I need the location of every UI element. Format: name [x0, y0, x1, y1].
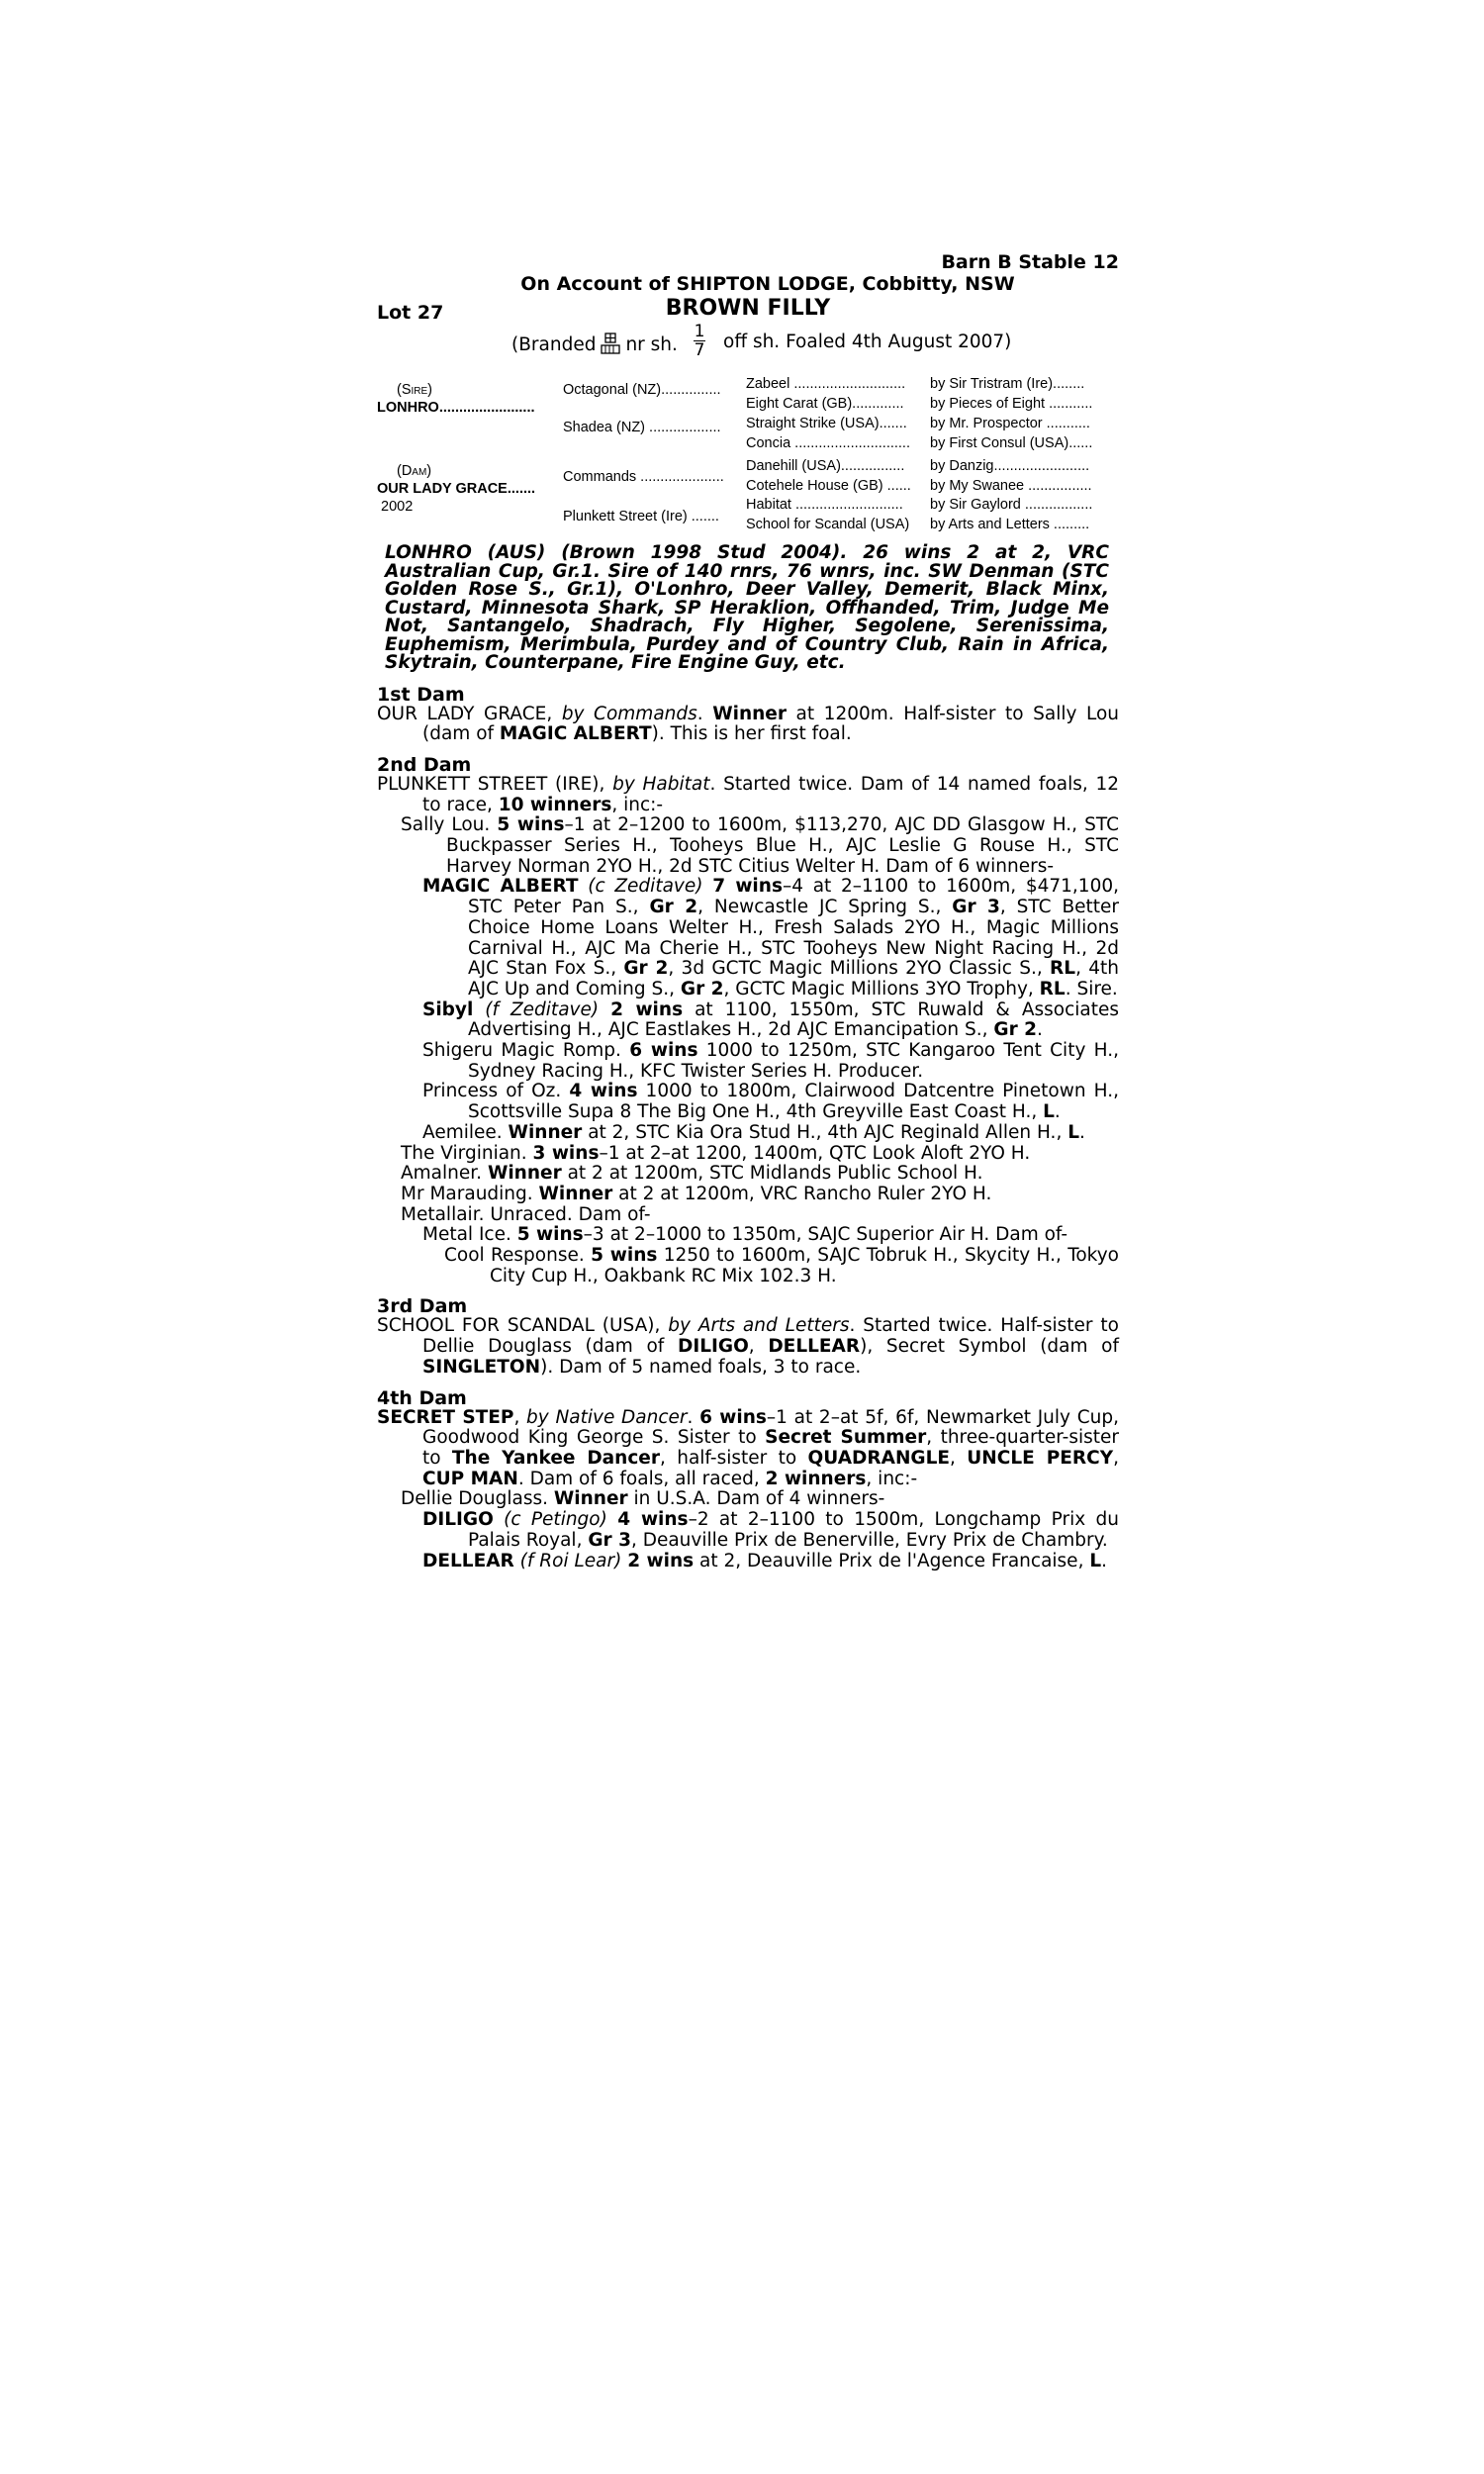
barn-stable: Barn B Stable 12: [941, 251, 1119, 273]
sire-name: LONHRO........................: [377, 400, 535, 416]
ped-g2: Commands .....................: [563, 469, 724, 485]
lot-row: [377, 296, 1119, 325]
ped-g4: by Arts and Letters .........: [930, 517, 1090, 532]
foaled-text: off sh. Foaled 4th August 2007): [723, 332, 1012, 352]
ped-g3: Straight Strike (USA).......: [746, 416, 907, 431]
progeny-entry: Mr Marauding. Winner at 2 at 1200m, VRC Rancho Ruler 2YO H.: [401, 1183, 992, 1204]
lot-title: BROWN FILLY: [665, 296, 831, 321]
ped-g3: Habitat ...........................: [746, 497, 903, 513]
progeny-entry: Cool Response. 5 wins 1250 to 1600m, SAJC Tobruk H., Skycity H., Tokyo City Cup H., Oakbank RC Mix 102.3 H.: [444, 1245, 1119, 1286]
dam-name: OUR LADY GRACE.......: [377, 481, 536, 497]
progeny-entry: MAGIC ALBERT (c Zeditave) 7 wins–4 at 2–1100 to 1600m, $471,100, STC Peter Pan S., Gr 2, Newcastle JC Spring S., Gr 3, STC Better Choice Home Loans Welter H., Fresh Salads 2YO H., Magic Millions Carnival H., AJC Ma Cherie H., STC Tooheys New Night Racing H., 2d AJC Stan Fox S., Gr 2, 3d GCTC Magic Millions 2YO Classic S., RL, 4th AJC Up and Coming S., Gr 2, GCTC Magic Millions 3YO Trophy, RL. Sire.: [422, 876, 1120, 999]
ped-g3: Danehill (USA)................: [746, 458, 905, 474]
brand-fraction: 1 7: [694, 322, 705, 360]
pedigree-table: [377, 364, 1119, 530]
progeny-entry: DILIGO (c Petingo) 4 wins–2 at 2–1100 to 1500m, Longchamp Prix du Palais Royal, Gr 3, Deauville Prix de Benerville, Evry Prix de Chambry.: [422, 1509, 1119, 1551]
dam-entry: PLUNKETT STREET (IRE), by Habitat. Started twice. Dam of 14 named foals, 12 to race, 10 winners, inc:-: [377, 773, 1119, 815]
catalogue-page: [377, 251, 1119, 1571]
ped-g4: by My Swanee ................: [930, 478, 1092, 494]
ped-g2: Octagonal (NZ)...............: [563, 382, 721, 398]
ped-g4: by Danzig........................: [930, 458, 1090, 474]
sire-label: (Sire): [397, 382, 432, 398]
progeny-entry: Sally Lou. 5 wins–1 at 2–1200 to 1600m, $113,270, AJC DD Glasgow H., STC Buckpasser Series H., Tooheys Blue H., AJC Leslie G Rouse H., STC Harvey Norman 2YO H., 2d STC Citius Welter H. Dam of 6 winners-: [401, 814, 1119, 877]
ped-g3: Concia .............................: [746, 435, 910, 451]
sire-summary: LONHRO (AUS) (Brown 1998 Stud 2004). 26 wins 2 at 2, VRC Australian Cup, Gr.1. Sire of 140 rnrs, 76 wnrs, inc. SW Denman (STC Golden Rose S., Gr.1), O'Lonhro, Deer Valley, Demerit, Black Minx, Custard, Minnesota Shark, SP Heraklion, Offhanded, Trim, Judge Me Not, Santangelo, Shadrach, Fly Higher, Segolene, Serenissima, Euphemism, Merimbula, Purdey and of Country Club, Rain in Africa, Skytrain, Counterpane, Fire Engine Guy, etc.: [385, 542, 1109, 673]
brand-line: [377, 322, 1119, 360]
progeny-entry: Metallair. Unraced. Dam of-: [401, 1203, 651, 1225]
ped-g3: School for Scandal (USA): [746, 517, 910, 532]
ped-g3: Eight Carat (GB).............: [746, 396, 904, 412]
dam-label: (Dam): [397, 463, 432, 479]
progeny-entry: Sibyl (f Zeditave) 2 wins at 1100, 1550m, STC Ruwald & Associates Advertising H., AJC Eastlakes H., 2d AJC Emancipation S., Gr 2.: [422, 999, 1120, 1041]
brand-text-prefix: (Branded nr sh.: [511, 333, 678, 358]
ped-g3: Zabeel ............................: [746, 376, 906, 392]
progeny-entry: Metal Ice. 5 wins–3 at 2–1000 to 1350m, SAJC Superior Air H. Dam of-: [422, 1224, 1068, 1246]
dam-entry: SECRET STEP, by Native Dancer. 6 wins–1 at 2–at 5f, 6f, Newmarket July Cup, Goodwood King George S. Sister to Secret Summer, three-quarter-sister to The Yankee Dancer, half-sister to QUADRANGLE, UNCLE PERCY, CUP MAN. Dam of 6 foals, all raced, 2 winners, inc:-: [377, 1406, 1120, 1489]
brand-mark-icon: [600, 333, 621, 358]
vendor-account: On Account of SHIPTON LODGE, Cobbitty, NSW: [520, 273, 1015, 295]
dam-entry: SCHOOL FOR SCANDAL (USA), by Arts and Letters. Started twice. Half-sister to Dellie Douglass (dam of DILIGO, DELLEAR), Secret Symbol (dam of SINGLETON). Dam of 5 named foals, 3 to race.: [377, 1315, 1119, 1378]
lot-number: Lot 27: [377, 302, 444, 324]
ped-g4: by First Consul (USA)......: [930, 435, 1093, 451]
progeny-entry: Shigeru Magic Romp. 6 wins 1000 to 1250m, STC Kangaroo Tent City H., Sydney Racing H., KFC Twister Series H. Producer.: [422, 1040, 1119, 1082]
section-heading: 2nd Dam: [377, 753, 472, 776]
progeny-entry: Amalner. Winner at 2 at 1200m, STC Midlands Public School H.: [401, 1163, 983, 1185]
ped-g2: Plunkett Street (Ire) .......: [563, 509, 719, 524]
progeny-entry: Princess of Oz. 4 wins 1000 to 1800m, Clairwood Datcentre Pinetown H., Scottsville Supa 8 The Big One H., 4th Greyville East Coast H., L.: [422, 1081, 1119, 1123]
section-heading: 1st Dam: [377, 683, 465, 706]
progeny-entry: Aemilee. Winner at 2, STC Kia Ora Stud H., 4th AJC Reginald Allen H., L.: [422, 1121, 1085, 1143]
section-heading: 3rd Dam: [377, 1295, 468, 1318]
progeny-entry: DELLEAR (f Roi Lear) 2 wins at 2, Deauville Prix de l'Agence Francaise, L.: [422, 1550, 1108, 1571]
ped-g4: by Mr. Prospector ...........: [930, 416, 1090, 431]
progeny-entry: The Virginian. 3 wins–1 at 2–at 1200, 1400m, QTC Look Aloft 2YO H.: [401, 1142, 1031, 1164]
ped-g2: Shadea (NZ) ..................: [563, 420, 721, 435]
section-heading: 4th Dam: [377, 1386, 467, 1409]
progeny-entry: Dellie Douglass. Winner in U.S.A. Dam of 4 winners-: [401, 1488, 885, 1510]
dam-entry: OUR LADY GRACE, by Commands. Winner at 1200m. Half-sister to Sally Lou (dam of MAGIC ALBERT). This is her first foal.: [377, 703, 1119, 745]
ped-g4: by Sir Gaylord .................: [930, 497, 1093, 513]
dam-year: 2002: [381, 499, 414, 515]
ped-g4: by Sir Tristram (Ire)........: [930, 376, 1085, 392]
ped-g3: Cotehele House (GB) ......: [746, 478, 911, 494]
ped-g4: by Pieces of Eight ...........: [930, 396, 1093, 412]
